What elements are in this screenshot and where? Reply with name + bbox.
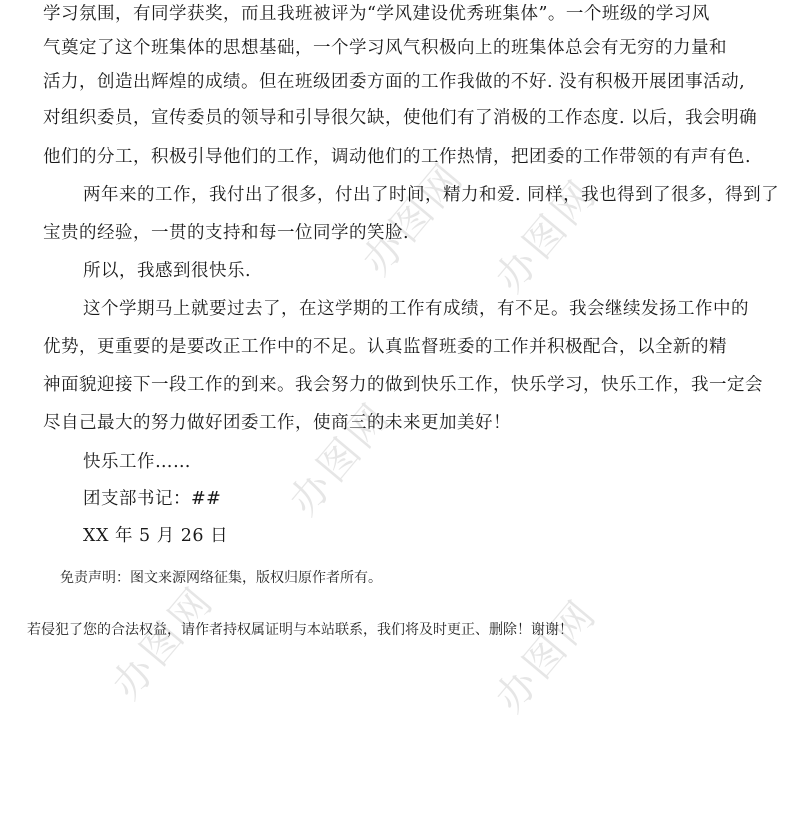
watermark: 办图网 (353, 153, 474, 285)
paragraph-line: 所以，我感到很快乐. (83, 261, 252, 281)
paragraph-line: 神面貌迎接下一段工作的到来。我会努力的做到快乐工作，快乐学习，快乐工作，我一定会 (43, 375, 763, 395)
closing-line: 快乐工作…… (83, 452, 191, 472)
paragraph-line: 两年来的工作，我付出了很多，付出了时间，精力和爱. 同样，我也得到了很多，得到了 (83, 185, 780, 205)
paragraph-line: 对组织委员，宣传委员的领导和引导很欠缺，使他们有了消极的工作态度. 以后，我会明确 (43, 108, 758, 128)
paragraph-line: 气奠定了这个班集体的思想基础，一个学习风气积极向上的班集体总会有无穷的力量和 (43, 38, 727, 58)
watermark: 办图网 (280, 393, 401, 525)
paragraph-line: 优势，更重要的是要改正工作中的不足。认真监督班委的工作并积极配合，以全新的精 (43, 337, 727, 357)
disclaimer-line-1: 免责声明：图文来源网络征集，版权归原作者所有。 (60, 570, 382, 586)
paragraph-line: 学习氛围，有同学获奖，而且我班被评为“学风建设优秀班集体”。一个班级的学习风 (43, 4, 710, 24)
paragraph-line: 活力，创造出辉煌的成绩。但在班级团委方面的工作我做的不好. 没有积极开展团事活动, (43, 72, 746, 92)
paragraph-line: 尽自己最大的努力做好团委工作，使商三的未来更加美好！ (43, 413, 511, 433)
paragraph-line: 宝贵的经验，一贯的支持和每一位同学的笑脸. (43, 223, 410, 243)
disclaimer-line-2: 若侵犯了您的合法权益，请作者持权属证明与本站联系，我们将及时更正、删除！谢谢！ (27, 622, 573, 638)
paragraph-line: 这个学期马上就要过去了，在这学期的工作有成绩，有不足。我会继续发扬工作中的 (83, 299, 749, 319)
watermark: 办图网 (486, 170, 607, 302)
date-line: XX 年 5 月 26 日 (83, 526, 229, 546)
watermark: 办图网 (486, 590, 607, 722)
paragraph-line: 他们的分工，积极引导他们的工作，调动他们的工作热情，把团委的工作带领的有声有色. (43, 147, 752, 167)
signature-line: 团支部书记：## (83, 489, 222, 509)
watermark: 办图网 (103, 577, 224, 709)
